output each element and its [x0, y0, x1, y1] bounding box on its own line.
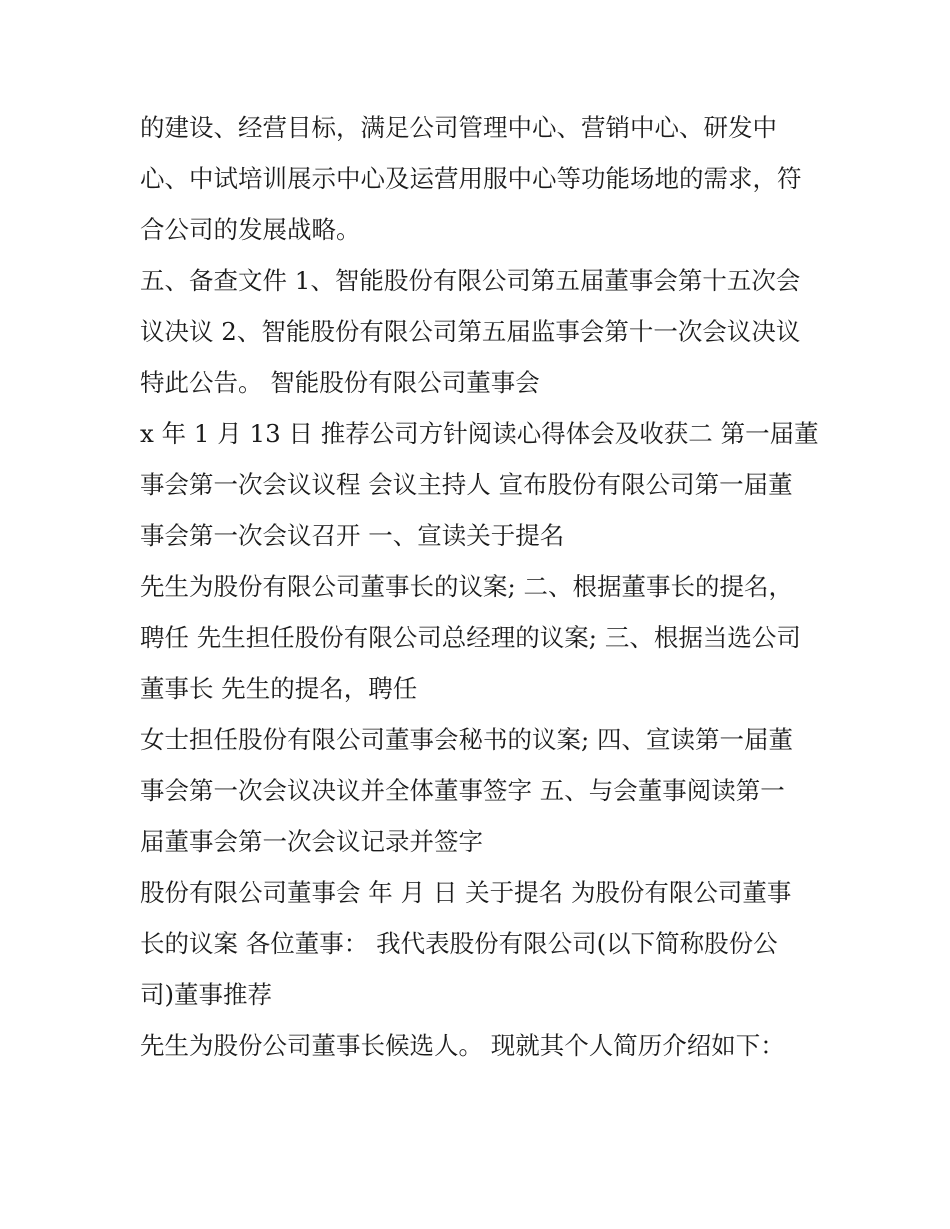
text-line: 长的议案 各位董事： 我代表股份有限公司(以下简称股份公	[140, 929, 778, 958]
text-line: 聘任 先生担任股份有限公司总经理的议案; 三、根据当选公司	[140, 623, 801, 652]
text-line: 先生为股份公司董事长候选人。 现就其个人简历介绍如下：	[140, 1031, 785, 1060]
text-line: 届董事会第一次会议记录并签字	[140, 827, 483, 856]
text-line: 的建设、经营目标，满足公司管理中心、营销中心、研发中	[140, 113, 777, 142]
text-line: 议决议 2、智能股份有限公司第五届监事会第十一次会议决议	[140, 317, 801, 346]
text-line: 事会第一次会议召开 一、宣读关于提名	[140, 521, 565, 550]
text-line: 事会第一次会议决议并全体董事签字 五、与会董事阅读第一	[140, 776, 785, 805]
text-line: 女士担任股份有限公司董事会秘书的议案; 四、宣读第一届董	[140, 725, 794, 754]
text-line: 董事长 先生的提名，聘任	[140, 674, 418, 703]
text-line: 股份有限公司董事会 年 月 日 关于提名 为股份有限公司董事	[140, 878, 792, 907]
text-line: 事会第一次会议议程 会议主持人 宣布股份有限公司第一届董	[140, 470, 793, 499]
text-line: 特此公告。 智能股份有限公司董事会	[140, 368, 540, 397]
text-line: 先生为股份有限公司董事长的议案; 二、根据董事长的提名，	[140, 572, 794, 601]
text-line: 司)董事推荐	[140, 980, 273, 1009]
text-line: x 年 1 月 13 日 推荐公司方针阅读心得体会及收获二 第一届董	[140, 419, 819, 448]
text-line: 合公司的发展战略。	[140, 215, 361, 244]
text-line: 心、中试培训展示中心及运营用服中心等功能场地的需求，符	[140, 164, 802, 193]
text-line: 五、备查文件 1、智能股份有限公司第五届董事会第十五次会	[140, 266, 801, 295]
document-body	[140, 102, 820, 1071]
